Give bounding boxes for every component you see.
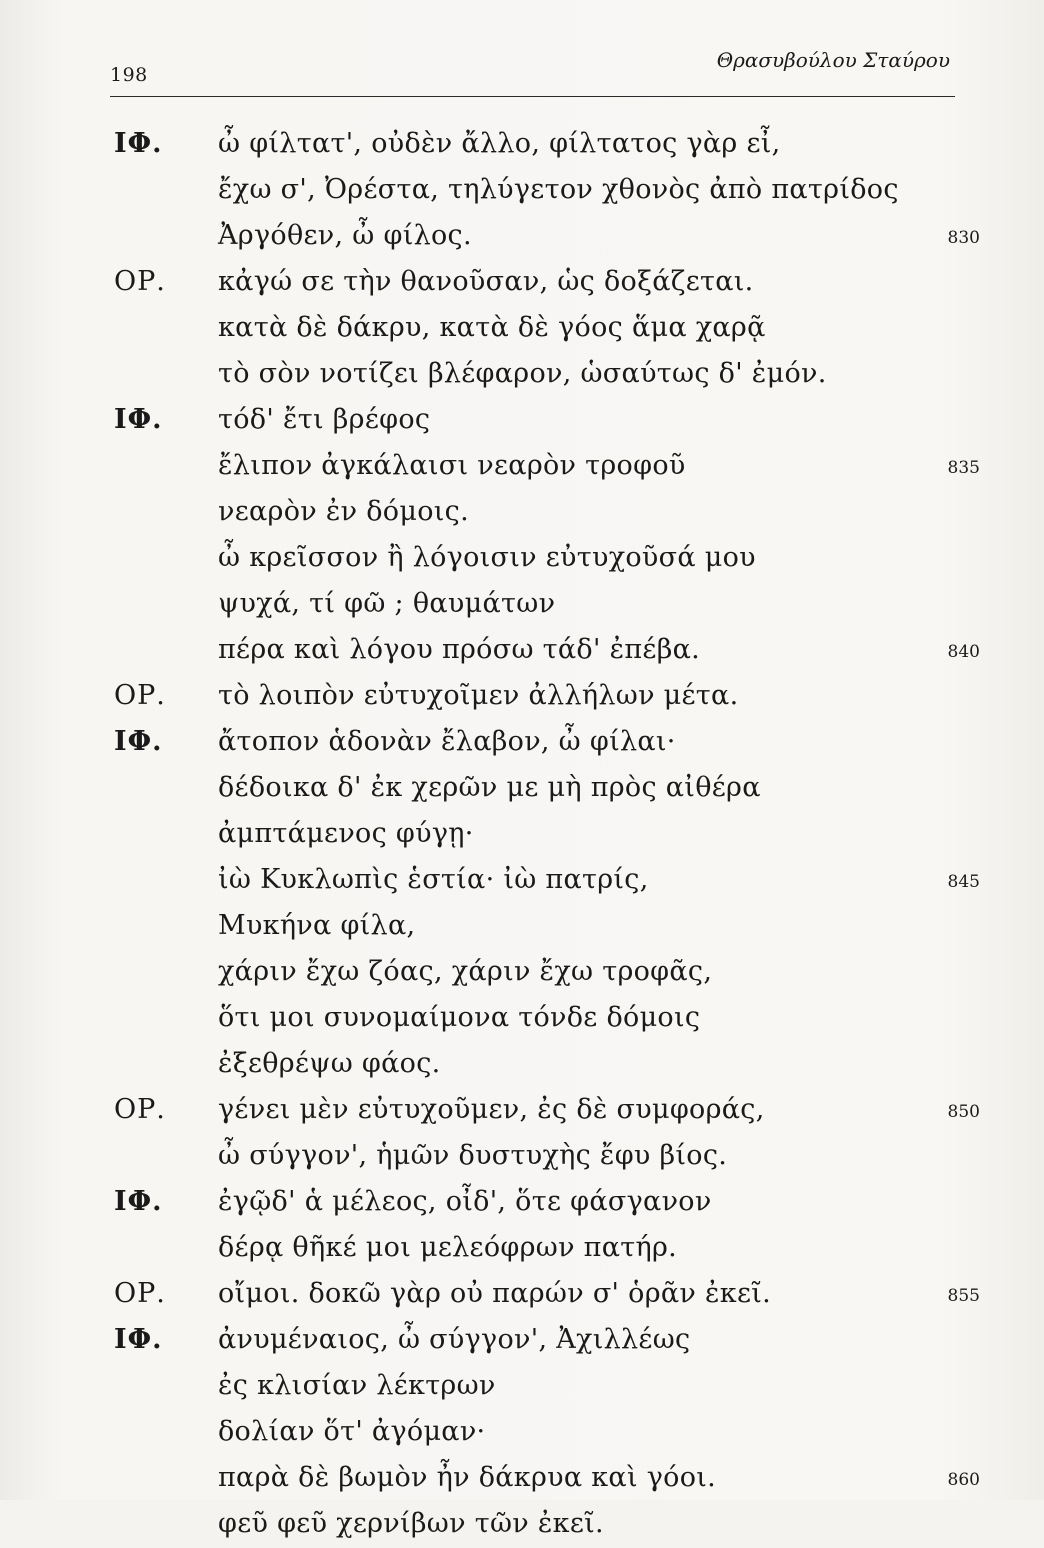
verse-line [110, 1088, 980, 1134]
verse-line [110, 628, 980, 674]
verse-line [110, 1456, 980, 1502]
verse-line [110, 996, 980, 1042]
speaker-label: ΟΡ. [114, 1094, 166, 1125]
verse-text: τόδ' ἔτι βρέφος [218, 404, 431, 435]
verse-line [110, 1272, 980, 1318]
speaker-label: ΙΦ. [114, 404, 163, 435]
line-number: 840 [947, 642, 980, 662]
verse-line [110, 490, 980, 536]
verse-text: Μυκήνα φίλα, [218, 910, 416, 941]
verse-text: ὦ σύγγον', ἡμῶν δυστυχὴς ἔφυ βίος. [218, 1140, 728, 1171]
verse-line [110, 1226, 980, 1272]
verse-line [110, 1364, 980, 1410]
verse-line [110, 352, 980, 398]
verse-text: ὦ κρεῖσσον ἢ λόγοισιν εὐτυχοῦσά μου [218, 542, 756, 573]
verse-line [110, 674, 980, 720]
speaker-label: ΙΦ. [114, 1324, 163, 1355]
verse-text: ὅτι μοι συνομαίμονα τόνδε δόμοις [218, 1002, 701, 1033]
verse-line [110, 122, 980, 168]
header-rule [110, 96, 955, 97]
line-number: 860 [947, 1470, 980, 1490]
verse-line [110, 1134, 980, 1180]
page-header [110, 46, 950, 90]
verse-line [110, 720, 980, 766]
verse-line [110, 536, 980, 582]
verse-line [110, 1318, 980, 1364]
page-number: 198 [110, 64, 148, 86]
verse-text: Ἀργόθεν, ὦ φίλος. [218, 220, 472, 251]
verse-text: νεαρὸν ἐν δόμοις. [218, 496, 469, 527]
verse-text: δέρᾳ θῆκέ μοι μελεόφρων πατήρ. [218, 1232, 678, 1263]
verse-block [110, 122, 980, 1548]
verse-text: ἀμπτάμενος φύγῃ· [218, 818, 474, 849]
verse-line [110, 1410, 980, 1456]
verse-text: κατὰ δὲ δάκρυ, κατὰ δὲ γόος ἅμα χαρᾷ [218, 312, 766, 343]
verse-text: παρὰ δὲ βωμὸν ἦν δάκρυα καὶ γόοι. [218, 1462, 717, 1493]
verse-text: ἄτοπον ἁδονὰν ἔλαβον, ὦ φίλαι· [218, 726, 676, 757]
speaker-label: ΙΦ. [114, 1186, 163, 1217]
verse-text: τὸ λοιπὸν εὐτυχοῖμεν ἀλλήλων μέτα. [218, 680, 739, 711]
running-title: Θρασυβούλου Σταύρου [716, 48, 950, 72]
verse-line [110, 168, 980, 214]
verse-line [110, 260, 980, 306]
verse-text: ἐς κλισίαν λέκτρων [218, 1370, 496, 1401]
verse-text: ἰὼ Κυκλωπὶς ἑστία· ἰὼ πατρίς, [218, 864, 649, 895]
verse-line [110, 812, 980, 858]
line-number: 850 [947, 1102, 980, 1122]
verse-line [110, 306, 980, 352]
line-number: 830 [947, 228, 980, 248]
verse-text: ἔχω σ', Ὀρέστα, τηλύγετον χθονὸς ἀπὸ πατρίδος [218, 174, 899, 205]
verse-text: ὦ φίλτατ', οὐδὲν ἄλλο, φίλτατος γὰρ εἶ, [218, 128, 781, 159]
verse-line [110, 766, 980, 812]
line-number: 855 [947, 1286, 980, 1306]
verse-text: ἔλιπον ἀγκάλαισι νεαρὸν τροφοῦ [218, 450, 686, 481]
verse-text: ψυχά, τί φῶ ; θαυμάτων [218, 588, 556, 619]
verse-text: ἀνυμέναιος, ὦ σύγγον', Ἀχιλλέως [218, 1324, 691, 1355]
speaker-label: ΙΦ. [114, 726, 163, 757]
verse-text: οἴμοι. δοκῶ γὰρ οὐ παρών σ' ὁρᾶν ἐκεῖ. [218, 1278, 772, 1309]
verse-text: κἀγώ σε τὴν θανοῦσαν, ὡς δοξάζεται. [218, 266, 754, 297]
verse-line [110, 582, 980, 628]
line-number: 835 [947, 458, 980, 478]
verse-text: δολίαν ὅτ' ἀγόμαν· [218, 1416, 486, 1447]
verse-text: γένει μὲν εὐτυχοῦμεν, ἐς δὲ συμφοράς, [218, 1094, 765, 1125]
verse-text: δέδοικα δ' ἐκ χερῶν με μὴ πρὸς αἰθέρα [218, 772, 761, 803]
speaker-label: ΟΡ. [114, 266, 166, 297]
verse-text: χάριν ἔχω ζόας, χάριν ἔχω τροφᾶς, [218, 956, 713, 987]
verse-text: φεῦ φεῦ χερνίβων τῶν ἐκεῖ. [218, 1508, 604, 1539]
line-number: 845 [947, 872, 980, 892]
verse-text: πέρα καὶ λόγου πρόσω τάδ' ἐπέβα. [218, 634, 701, 665]
verse-line [110, 858, 980, 904]
speaker-label: ΙΦ. [114, 128, 163, 159]
verse-text: τὸ σὸν νοτίζει βλέφαρον, ὡσαύτως δ' ἐμόν. [218, 358, 827, 389]
verse-line [110, 1042, 980, 1088]
verse-text: ἐξεθρέψω φάος. [218, 1048, 441, 1079]
verse-text: ἐγῷδ' ἁ μέλεος, οἶδ', ὅτε φάσγανον [218, 1186, 712, 1217]
speaker-label: ΟΡ. [114, 1278, 166, 1309]
verse-line [110, 444, 980, 490]
speaker-label: ΟΡ. [114, 680, 166, 711]
verse-line [110, 904, 980, 950]
verse-line [110, 1502, 980, 1548]
verse-line [110, 950, 980, 996]
verse-line [110, 214, 980, 260]
verse-line [110, 398, 980, 444]
verse-line [110, 1180, 980, 1226]
